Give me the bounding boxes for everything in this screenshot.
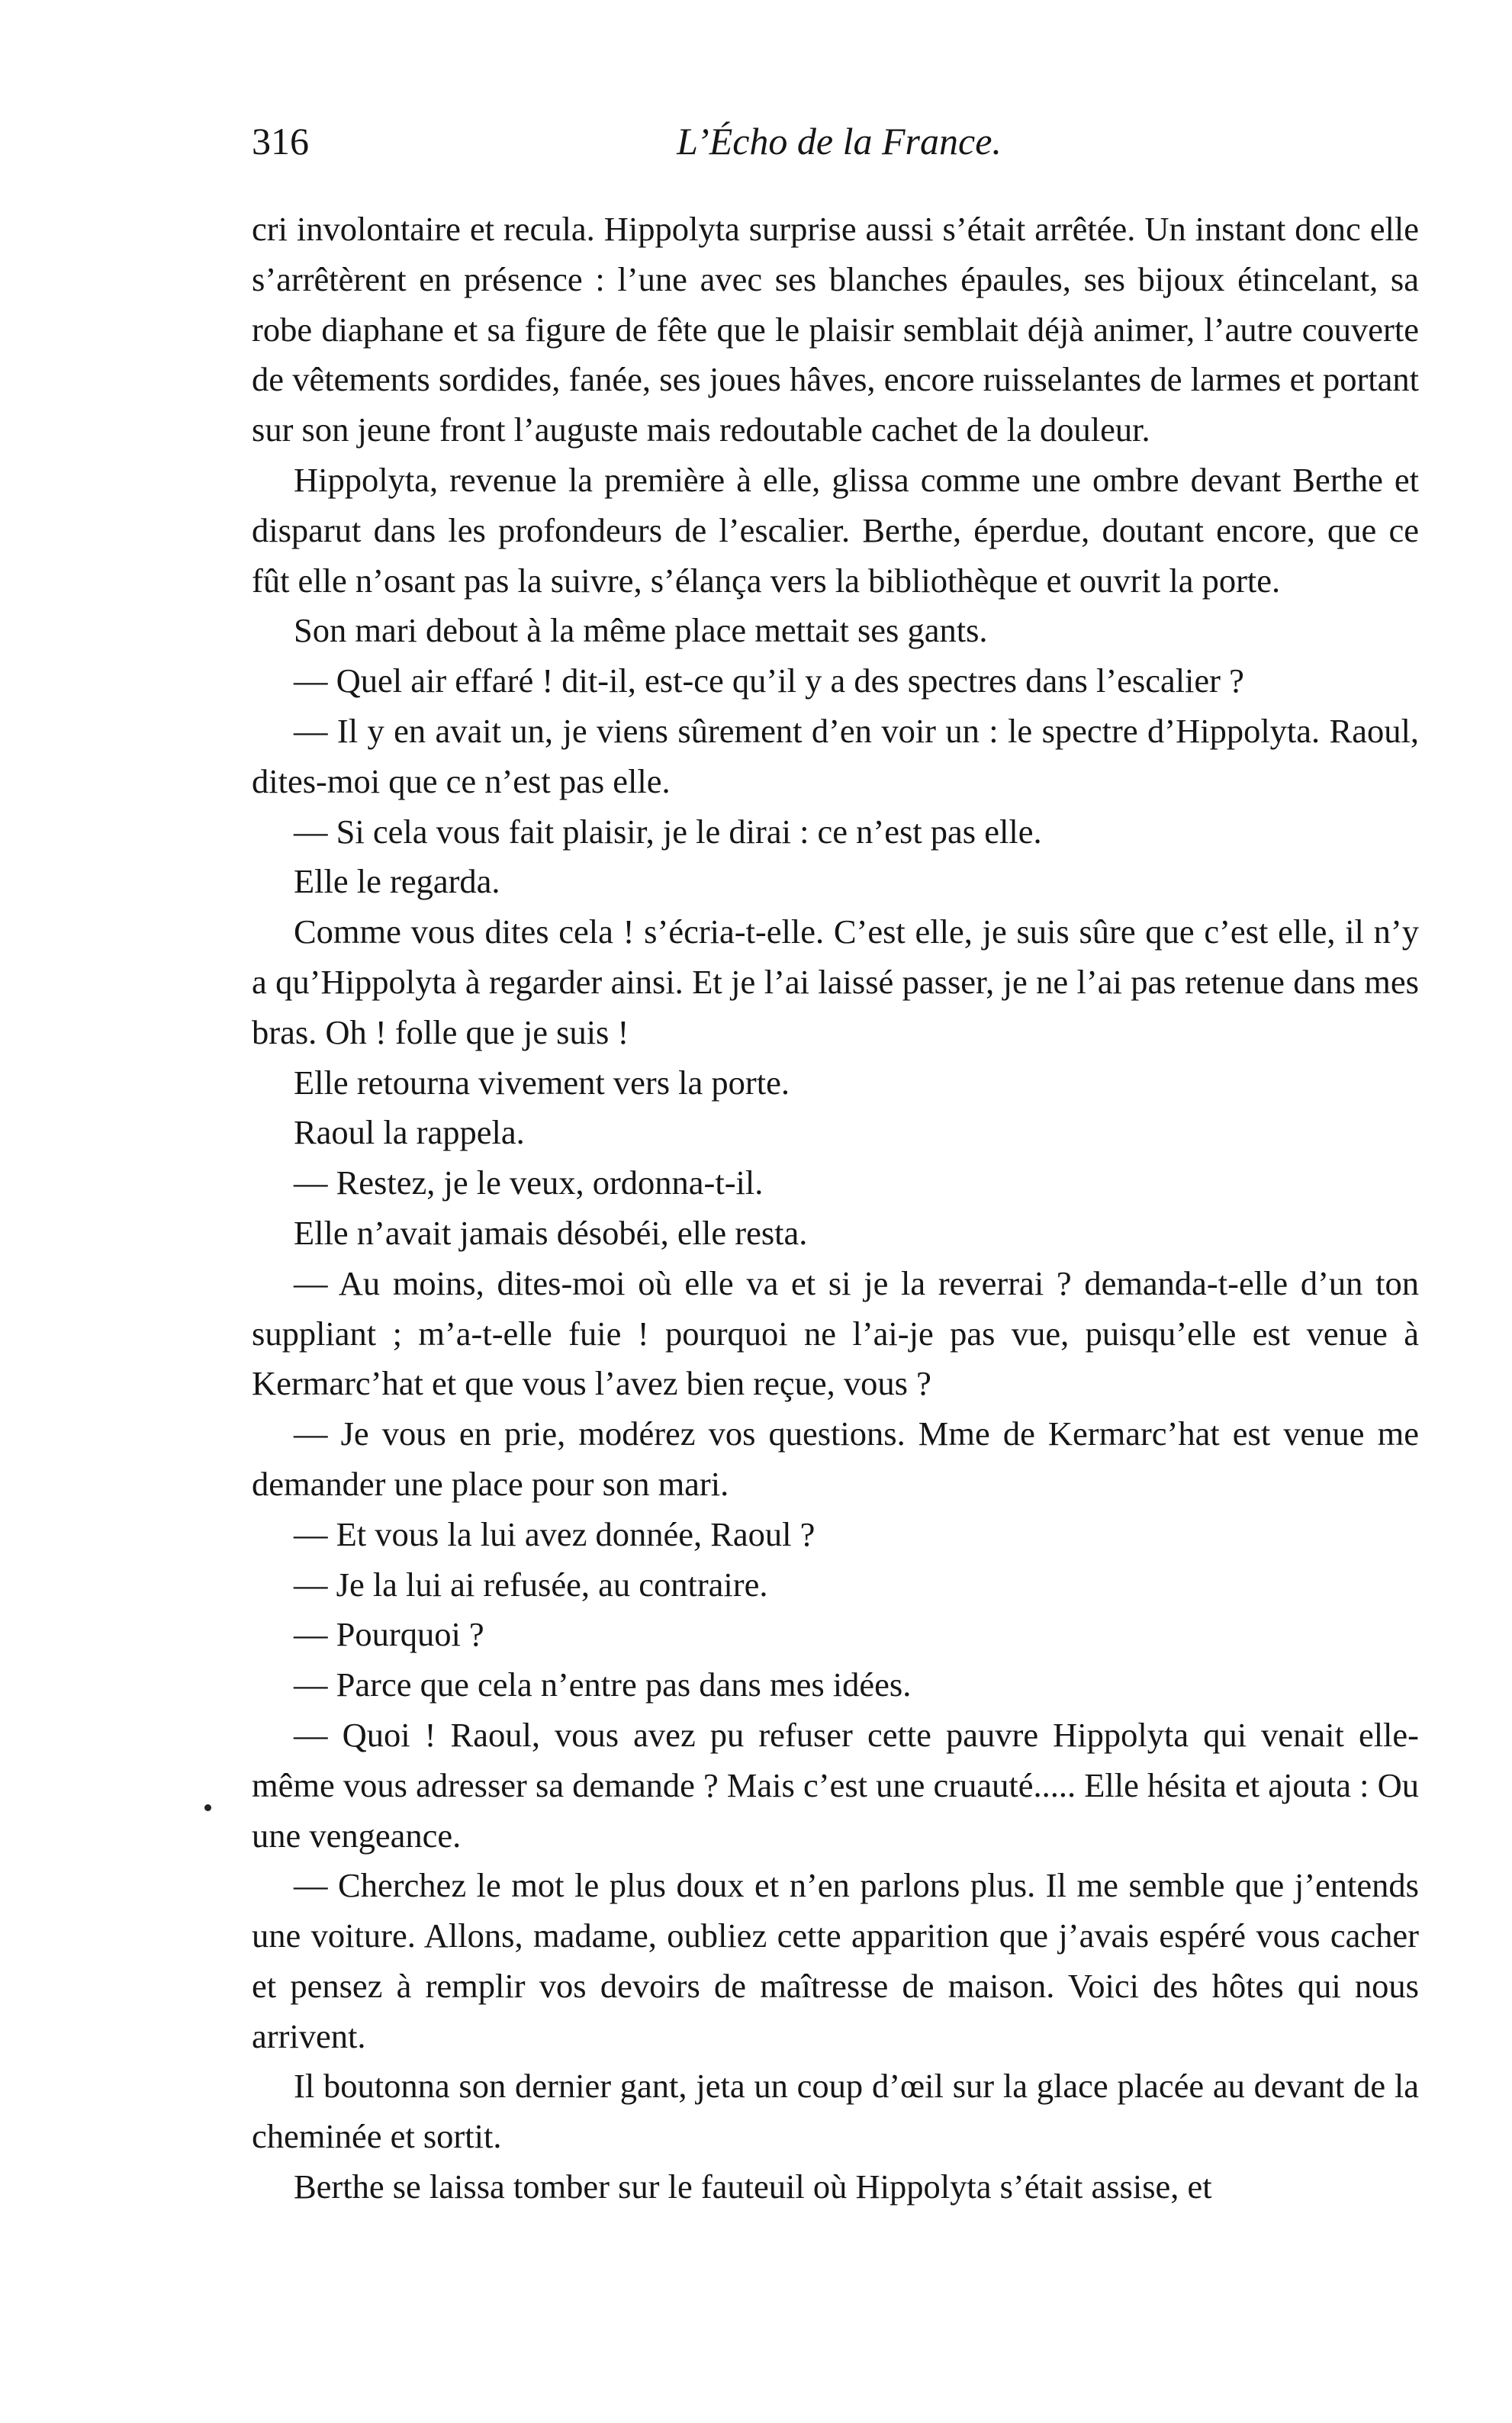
ink-dot <box>204 1804 211 1811</box>
paragraph: Elle retourna vivement vers la porte. <box>294 1063 790 1102</box>
paragraph: — Parce que cela n’entre pas dans mes idées. <box>294 1665 912 1704</box>
paragraph: Son mari debout à la même place mettait ses gants. <box>294 611 988 650</box>
paragraph: — Je la lui ai refusée, au contraire. <box>294 1565 768 1604</box>
paragraph: — Au moins, dites-moi où elle va et si je la reverrai ? demanda-t-elle d’un ton suppliant ; m’a-t-elle fuie ! pourquoi ne l’ai-je pas vue, puisqu’elle est venue à Kermarc’hat et que vous l’avez bien reçue, vous ? <box>252 1263 1419 1403</box>
paragraph: Hippolyta, revenue la première à elle, glissa comme une ombre devant Berthe et disparut dans les profondeurs de l’escalier. Berthe, éperdue, doutant encore, que ce fût elle n’osant pas la suivre, s’élança vers la bibliothèque et ouvrit la porte. <box>252 460 1419 600</box>
paragraph: Elle le regarda. <box>294 862 500 901</box>
paragraph: — Si cela vous fait plaisir, je le dirai : ce n’est pas elle. <box>294 812 1042 851</box>
paragraph: — Il y en avait un, je viens sûrement d’en voir un : le spectre d’Hippolyta. Raoul, dites-moi que ce n’est pas elle. <box>252 711 1419 800</box>
paragraph: Comme vous dites cela ! s’écria-t-elle. C’est elle, je suis sûre que c’est elle, il n’y a qu’Hippolyta à regarder ainsi. Et je l’ai laissé passer, je ne l’ai pas retenue dans mes bras. Oh ! folle que je suis ! <box>252 912 1419 1051</box>
running-title: L’Écho de la France. <box>677 120 1002 162</box>
paragraph: Elle n’avait jamais désobéi, elle resta. <box>294 1213 808 1252</box>
page-header <box>252 114 1419 175</box>
paragraph: cri involontaire et recula. Hippolyta surprise aussi s’était arrêtée. Un instant donc elle s’arrêtèrent en présence : l’une avec ses blanches épaules, ses bijoux étincelant, sa robe diaphane et sa figure de fête que le plaisir semblait déjà animer, l’autre couverte de vêtements sordides, fanée, ses joues hâves, encore ruisselantes de larmes et portant sur son jeune front l’auguste mais redoutable cachet de la douleur. <box>252 210 1419 449</box>
paragraph: — Pourquoi ? <box>294 1615 484 1654</box>
paragraph: Berthe se laissa tomber sur le fauteuil où Hippolyta s’était assise, et <box>294 2167 1212 2206</box>
paragraph: — Cherchez le mot le plus doux et n’en parlons plus. Il me semble que j’entends une voiture. Allons, madame, oubliez cette apparition que j’avais espéré vous cacher et pensez à remplir vos devoirs de maîtresse de maison. Voici des hôtes qui nous arrivent. <box>252 1866 1419 2055</box>
paragraph: — Je vous en prie, modérez vos questions. Mme de Kermarc’hat est venue me demander une place pour son mari. <box>252 1414 1419 1503</box>
paragraph: — Restez, je le veux, ordonna-t-il. <box>294 1163 764 1202</box>
paragraph: Il boutonna son dernier gant, jeta un coup d’œil sur la glace placée au devant de la cheminée et sortit. <box>252 2067 1419 2156</box>
body-text <box>252 204 1419 2212</box>
paragraph: — Quoi ! Raoul, vous avez pu refuser cette pauvre Hippolyta qui venait elle-même vous adresser sa demande ? Mais c’est une cruauté..... Elle hésita et ajouta : Ou une vengeance. <box>252 1715 1419 1855</box>
page-number: 316 <box>252 120 309 162</box>
paragraph: Raoul la rappela. <box>294 1113 525 1152</box>
paragraph: — Quel air effaré ! dit-il, est-ce qu’il y a des spectres dans l’escalier ? <box>294 661 1244 700</box>
paragraph: — Et vous la lui avez donnée, Raoul ? <box>294 1514 816 1553</box>
